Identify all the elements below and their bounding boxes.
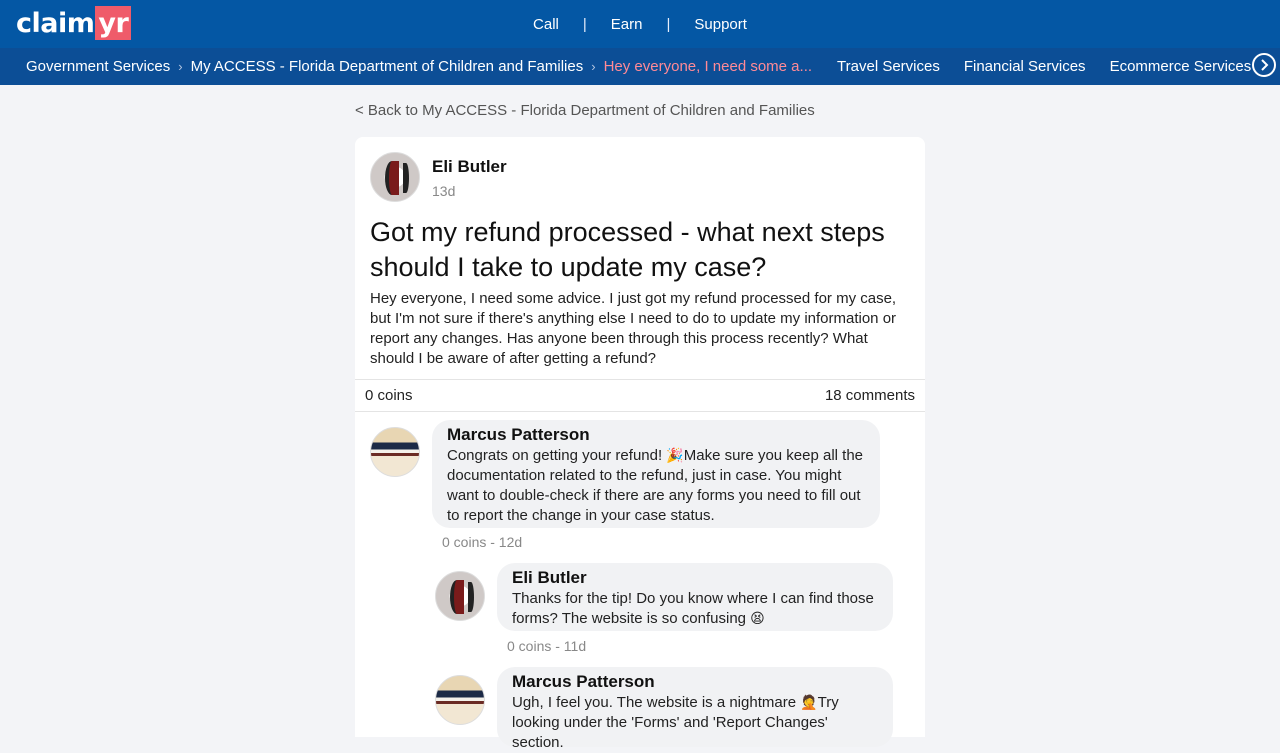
nav-call[interactable]: Call [533, 15, 559, 33]
back-link[interactable]: < Back to My ACCESS - Florida Department of Children and Families [355, 102, 815, 119]
avatar[interactable] [435, 571, 485, 621]
post-comment-count: 18 comments [824, 387, 915, 404]
avatar[interactable] [370, 427, 420, 477]
post-time: 13d [432, 183, 456, 199]
category-bar [0, 48, 1280, 85]
breadcrumb-my-access[interactable]: My ACCESS - Florida Department of Children and Families [190, 58, 584, 75]
logo-text: claim [16, 7, 95, 39]
comment-text: Congrats on getting your refund! 🎉Make sure you keep all the documentation related to the refund, just in case. You might want to double-check if there are any forms you need to fill out to report the change in your case status. [447, 447, 864, 524]
nav-separator: | [666, 15, 671, 33]
top-nav [0, 0, 1280, 48]
nav-support[interactable]: Support [694, 15, 747, 33]
post-stats [355, 379, 925, 412]
nav-separator: | [582, 15, 587, 33]
post-coins: 0 coins [365, 387, 413, 404]
comment-bubble [432, 420, 880, 528]
scroll-right-button[interactable] [1252, 53, 1276, 77]
comment-bubble [497, 563, 893, 631]
comment-author[interactable]: Marcus Patterson [447, 425, 590, 444]
nav-earn[interactable]: Earn [610, 15, 643, 33]
party-popper-icon: 🎉 [666, 448, 684, 464]
comment-author[interactable]: Marcus Patterson [512, 672, 655, 691]
category-financial-services[interactable]: Financial Services [963, 58, 1086, 75]
avatar[interactable] [435, 675, 485, 725]
post-body: Hey everyone, I need some advice. I just got my refund processed for my case, but I'm not sure if there's anything else I need to do to update my information or report any changes. Has anyone been through this process recently? What should I be aware of after getting a refund? [370, 290, 897, 367]
breadcrumb-current-post: Hey everyone, I need some a... [603, 58, 813, 75]
chevron-right-icon: › [591, 59, 596, 74]
comment-text: Thanks for the tip! Do you know where I can find those forms? The website is so confusing 😫 [512, 590, 874, 627]
comment-author[interactable]: Eli Butler [512, 568, 587, 587]
chevron-right-icon [1259, 59, 1269, 71]
comment-text: Ugh, I feel you. The website is a nightmare 🤦Try looking under the 'Forms' and 'Report Changes' section. [512, 694, 839, 751]
top-bar [0, 0, 1280, 48]
category-travel-services[interactable]: Travel Services [837, 58, 940, 75]
avatar[interactable] [370, 152, 420, 202]
breadcrumb-government-services[interactable]: Government Services [26, 58, 171, 75]
comment-meta: 0 coins - 12d [442, 534, 523, 550]
chevron-right-icon: › [178, 59, 183, 74]
category-ecommerce-services[interactable]: Ecommerce Services [1109, 58, 1252, 75]
comment-meta: 0 coins - 11d [507, 638, 587, 654]
tired-face-icon: 😫 [750, 611, 765, 627]
post-card [355, 137, 925, 751]
comment-bubble [497, 667, 893, 751]
post-title: Got my refund processed - what next steps should I take to update my case? [370, 217, 885, 282]
logo-accent: yr [95, 6, 131, 40]
post-author[interactable]: Eli Butler [432, 157, 507, 176]
facepalm-icon: 🤦 [800, 695, 818, 711]
